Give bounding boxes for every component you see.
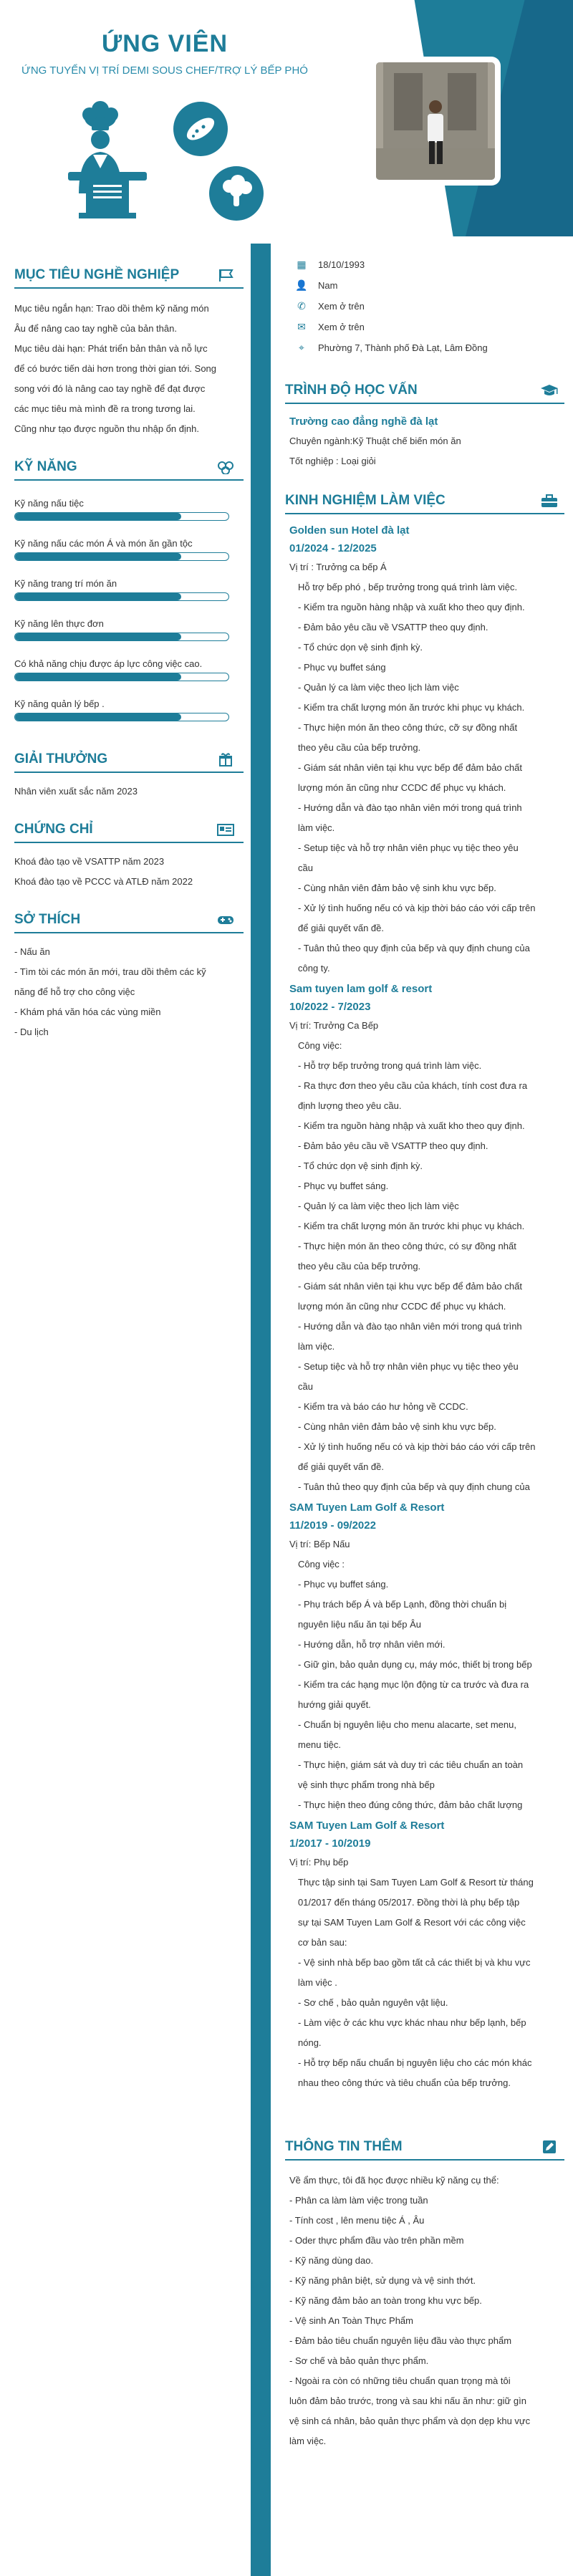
more-info-line: vệ sinh cá nhân, bảo quản thực phẩm và dọn dẹp khu vực	[289, 2416, 531, 2426]
job-duty-line: công ty.	[298, 963, 330, 974]
job-duty-line: - Kiểm tra nguồn hàng nhập và xuất kho theo quy định.	[298, 602, 525, 612]
more-info-list	[272, 2171, 573, 2451]
job-duty-line: cơ bản sau:	[298, 1937, 347, 1948]
awards-title: GIẢI THƯỞNG	[14, 751, 108, 766]
job-duty-line: - Giám sát nhân viên tại khu vực bếp để đảm bảo chất	[298, 762, 522, 773]
job-duty-line: - Xử lý tình huống nếu có và kịp thời báo cáo với cấp trên	[298, 903, 536, 913]
job-duty-line: Hỗ trợ bếp phó , bếp trưởng trong quá trình làm việc.	[298, 582, 518, 592]
job-duty-line: - Hướng dẫn và đào tạo nhân viên mới trong quá trình	[298, 802, 522, 813]
job-duty-line: - Ra thực đơn theo yêu cầu của khách, tính cost đưa ra	[298, 1080, 528, 1091]
awards-underline	[14, 772, 244, 773]
skills-title: KỸ NĂNG	[14, 459, 77, 474]
applied-position: ỨNG TUYỂN VỊ TRÍ DEMI SOUS CHEF/TRỢ LÝ BẾP PHÓ	[21, 64, 308, 77]
gender: Nam	[318, 280, 338, 291]
skill-label: Kỹ năng trang trí món ăn	[14, 578, 117, 589]
job-duty-line: làm việc .	[298, 1977, 337, 1988]
skill-bar	[14, 592, 229, 601]
skill-bar-fill	[15, 673, 181, 681]
job-duty-line: - Kiểm tra các hạng mục lộn động từ ca trước và đưa ra	[298, 1679, 529, 1690]
job-duty-line: - Thực hiện theo đúng công thức, đảm bảo chất lượng	[298, 1799, 523, 1810]
more-info-underline	[285, 2159, 564, 2161]
calendar-icon: ▦	[297, 259, 307, 270]
job-duty-line: - Tuân thủ theo quy định của bếp và quy định chung của	[298, 943, 530, 953]
awards-section-title	[0, 747, 251, 772]
job-duty-line: lượng món ăn cũng như CCDC để phục vụ khách.	[298, 782, 506, 793]
more-info-line: - Vệ sinh An Toàn Thực Phẩm	[289, 2315, 413, 2326]
right-column	[272, 247, 573, 2451]
email: Xem ở trên	[318, 322, 365, 332]
location-icon: ⌖	[299, 342, 304, 353]
skill-item	[0, 495, 251, 521]
hobby-line: - Khám phá văn hóa các vùng miền	[14, 1006, 161, 1017]
job-duty-line: nguyên liệu nấu ăn tại bếp Âu	[298, 1619, 422, 1630]
candidate-photo	[372, 59, 499, 183]
more-info-section-title	[272, 2135, 573, 2159]
job-duty-line: - Xử lý tình huống nếu có và kịp thời báo cáo với cấp trên	[298, 1441, 536, 1452]
gender-icon: 👤	[295, 279, 308, 291]
skill-bar	[14, 512, 229, 521]
skill-label: Có khả năng chịu được áp lực công việc cao.	[14, 658, 203, 669]
job-duty-line: - Đảm bảo yêu cầu về VSATTP theo quy định.	[298, 1140, 488, 1151]
objective-line: các mục tiêu mà mình đề ra trong tương lai.	[14, 403, 196, 414]
flag-icon	[216, 268, 235, 282]
experience-underline	[285, 513, 564, 514]
education-line: Chuyên ngành:Kỹ Thuật chế biến món ăn	[289, 436, 461, 446]
job-organization: SAM Tuyen Lam Golf & Resort	[289, 1501, 445, 1514]
hobby-line: - Du lịch	[14, 1027, 49, 1037]
candidate-name: ỨNG VIÊN	[101, 30, 228, 57]
job-duty-line: - Vệ sinh nhà bếp bao gồm tất cả các thiết bị và khu vực	[298, 1957, 531, 1968]
job-duty-line: Công việc :	[298, 1559, 345, 1570]
skill-item	[0, 535, 251, 561]
job-entry	[272, 522, 573, 979]
skill-bar	[14, 633, 229, 641]
job-period: 01/2024 - 12/2025	[289, 542, 377, 554]
job-role: Vị trí: Phụ bếp	[289, 1857, 349, 1868]
hobbies-underline	[14, 932, 244, 933]
job-duty-line: - Đảm bảo yêu cầu về VSATTP theo quy định.	[298, 622, 488, 633]
skill-item	[0, 615, 251, 641]
more-info-title: THÔNG TIN THÊM	[285, 2139, 403, 2154]
job-entry	[272, 1817, 573, 2093]
job-duty-line: - Kiểm tra và báo cáo hư hỏng về CCDC.	[298, 1401, 468, 1412]
more-info-line: làm việc.	[289, 2436, 327, 2446]
more-info-line: - Phân ca làm làm việc trong tuần	[289, 2195, 428, 2206]
job-duty-line: - Làm việc ở các khu vực khác nhau như bếp lạnh, bếp	[298, 2017, 526, 2028]
objective-title: MỤC TIÊU NGHỀ NGHIỆP	[14, 267, 180, 282]
skill-bar-fill	[15, 593, 181, 600]
job-duty-line: - Tuân thủ theo quy định của bếp và quy định chung của	[298, 1481, 530, 1492]
more-info-line: luôn đảm bảo trước, trong và sau khi nấu ăn như: giữ gìn	[289, 2395, 526, 2406]
job-period: 11/2019 - 09/2022	[289, 1519, 376, 1532]
skill-label: Kỹ năng quản lý bếp .	[14, 698, 105, 709]
education-line: Tốt nghiệp : Loại giỏi	[289, 456, 376, 466]
job-duty-line: - Kiểm tra nguồn hàng nhập và xuất kho theo quy định.	[298, 1120, 525, 1131]
job-duty-line: để giải quyết vấn đề.	[298, 923, 384, 933]
job-period: 10/2022 - 7/2023	[289, 1001, 371, 1013]
objective-line: Mục tiêu ngắn hạn: Trao dồi thêm kỹ năng món	[14, 303, 209, 314]
job-duty-line: - Cùng nhân viên đảm bảo vệ sinh khu vực bếp.	[298, 1421, 496, 1432]
contact-row	[272, 317, 573, 337]
job-duty-line: - Thực hiện, giám sát và duy trì các tiêu chuẩn an toàn	[298, 1759, 524, 1770]
job-duty-line: - Phục vụ buffet sáng.	[298, 1181, 389, 1191]
job-duty-line: sự tại SAM Tuyen Lam Golf & Resort với các công việc	[298, 1917, 526, 1928]
email-icon: ✉	[297, 321, 306, 332]
cv-header	[0, 0, 573, 236]
phone: Xem ở trên	[318, 301, 365, 312]
skill-bar	[14, 713, 229, 721]
column-divider	[251, 244, 271, 2576]
job-duty-line: hướng giải quyết.	[298, 1699, 371, 1710]
job-role: Vị trí: Trưởng Ca Bếp	[289, 1020, 379, 1031]
job-duty-line: - Quản lý ca làm việc theo lịch làm việc	[298, 1201, 459, 1211]
job-organization: SAM Tuyen Lam Golf & Resort	[289, 1820, 445, 1832]
job-duty-line: - Setup tiệc và hỗ trợ nhân viên phục vụ tiệc theo yêu	[298, 1361, 519, 1372]
certificates-underline	[14, 842, 244, 843]
job-duty-line: - Hỗ trợ bếp trưởng trong quá trình làm việc.	[298, 1060, 482, 1071]
skill-bar	[14, 552, 229, 561]
job-duty-line: để giải quyết vấn đề.	[298, 1461, 384, 1472]
certificate-line: Khoá đào tạo về PCCC và ATLĐ năm 2022	[14, 876, 193, 887]
job-duty-line: - Quản lý ca làm việc theo lịch làm việc	[298, 682, 459, 693]
gift-icon	[216, 752, 235, 766]
job-duty-line: vệ sinh thực phẩm trong nhà bếp	[298, 1779, 435, 1790]
objective-line: Âu để nâng cao tay nghề của bản thân.	[14, 323, 177, 334]
job-duty-line: làm việc.	[298, 822, 335, 833]
job-duty-line: lượng món ăn cũng như CCDC để phục vụ khách.	[298, 1301, 506, 1312]
skills-list	[0, 495, 251, 721]
job-duty-line: - Phục vụ buffet sáng	[298, 662, 386, 673]
contact-row	[272, 254, 573, 275]
job-duty-line: - Kiểm tra chất lượng món ăn trước khi phục vụ khách.	[298, 702, 525, 713]
skills-section-title	[0, 455, 251, 479]
job-duty-line: - Phụ trách bếp Á và bếp Lạnh, đồng thời chuẩn bị	[298, 1599, 507, 1610]
certificates-section-title	[0, 817, 251, 842]
award-line: Nhân viên xuất sắc năm 2023	[14, 786, 138, 797]
skill-bar-fill	[15, 713, 181, 721]
skill-label: Kỹ năng nấu các món Á và món ăn gần tộc	[14, 538, 193, 549]
skills-underline	[14, 479, 244, 481]
job-duty-line: - Phục vụ buffet sáng.	[298, 1579, 389, 1590]
education-title: TRÌNH ĐỘ HỌC VẤN	[285, 383, 418, 398]
skill-item	[0, 575, 251, 601]
graduation-cap-icon	[540, 383, 559, 398]
objective-line: song với đó là nâng cao tay nghề để đạt được	[14, 383, 206, 394]
skill-bar-fill	[15, 553, 181, 560]
job-duty-line: - Hướng dẫn và đào tạo nhân viên mới trong quá trình	[298, 1321, 522, 1332]
job-period: 1/2017 - 10/2019	[289, 1837, 371, 1850]
job-duty-line: cầu	[298, 1381, 313, 1392]
job-duty-line: - Chuẩn bị nguyên liệu cho menu alacarte, set menu,	[298, 1719, 516, 1730]
experience-title: KINH NGHIỆM LÀM VIỆC	[285, 493, 446, 508]
certificate-icon	[216, 822, 235, 837]
more-info-line: - Tính cost , lên menu tiệc Á , Âu	[289, 2215, 425, 2226]
job-duty-line: - Tổ chức dọn vệ sinh định kỳ.	[298, 1160, 423, 1171]
certificate-line: Khoá đào tạo về VSATTP năm 2023	[14, 856, 165, 867]
experience-section-title	[272, 489, 573, 513]
job-duty-line: 01/2017 đến tháng 05/2017. Đồng thời là phụ bếp tập	[298, 1897, 520, 1908]
chef-illustration	[57, 86, 329, 229]
edit-icon	[540, 2140, 559, 2154]
job-entry	[272, 1499, 573, 1815]
contact-row	[272, 337, 573, 358]
job-duty-line: nhau theo công thức và tiêu chuẩn của bếp trưởng.	[298, 2077, 511, 2088]
phone-icon: ✆	[297, 300, 306, 312]
job-duty-line: Công việc:	[298, 1040, 342, 1051]
job-duty-line: menu tiệc.	[298, 1739, 341, 1750]
skill-bar-fill	[15, 513, 181, 520]
skill-bar	[14, 673, 229, 681]
school-name: Trường cao đẳng nghề đà lạt	[289, 415, 438, 428]
skill-label: Kỹ năng lên thực đơn	[14, 618, 104, 629]
education-section-title	[272, 378, 573, 403]
more-info-line: - Oder thực phẩm đầu vào trên phần mềm	[289, 2235, 464, 2246]
job-duty-line: - Hướng dẫn, hỗ trợ nhân viên mới.	[298, 1639, 446, 1650]
skill-bar-fill	[15, 633, 181, 640]
address: Phường 7, Thành phố Đà Lạt, Lâm Đồng	[318, 342, 488, 353]
job-duty-line: - Setup tiệc và hỗ trợ nhân viên phục vụ tiệc theo yêu	[298, 842, 519, 853]
hobby-line: - Tìm tòi các món ăn mới, trau dồi thêm các kỹ	[14, 966, 206, 977]
objective-line: Cũng như tạo được nguồn thu nhập ổn định.	[14, 423, 199, 434]
job-duty-line: theo yêu cầu của bếp trưởng.	[298, 1261, 421, 1272]
more-info-line: - Kỹ năng dùng dao.	[289, 2255, 374, 2266]
job-duty-line: - Giám sát nhân viên tại khu vực bếp để đảm bảo chất	[298, 1281, 522, 1292]
experience-list	[272, 522, 573, 2093]
objective-line: để có bước tiến dài hơn trong thời gian tới. Song	[14, 363, 217, 374]
job-duty-line: theo yêu cầu của bếp trưởng.	[298, 742, 421, 753]
contact-row	[272, 296, 573, 317]
job-duty-line: - Cùng nhân viên đảm bảo vệ sinh khu vực bếp.	[298, 883, 496, 893]
job-duty-line: định lượng theo yêu cầu.	[298, 1100, 402, 1111]
job-duty-line: làm việc.	[298, 1341, 335, 1352]
job-duty-line: - Sơ chế , bảo quản nguyên vật liệu.	[298, 1997, 448, 2008]
job-duty-line: - Tổ chức dọn vệ sinh định kỳ.	[298, 642, 423, 653]
education-underline	[285, 403, 564, 404]
job-duty-line: - Thực hiện món ăn theo công thức, cỡ sự đồng nhất	[298, 722, 518, 733]
job-duty-line: nóng.	[298, 2037, 322, 2048]
skill-item	[0, 655, 251, 681]
job-organization: Sam tuyen lam golf & resort	[289, 983, 433, 995]
more-info-line: - Kỹ năng đảm bảo an toàn trong khu vực bếp.	[289, 2295, 482, 2306]
skills-icon	[216, 460, 235, 474]
gamepad-icon	[216, 913, 235, 927]
left-column	[0, 247, 251, 2576]
objective-line: Mục tiêu dài hạn: Phát triển bản thân và nỗ lực	[14, 343, 208, 354]
more-info-line: - Kỹ năng phân biệt, sử dụng và vệ sinh thớt.	[289, 2275, 476, 2286]
more-info-line: Về ẩm thực, tôi đã học được nhiều kỹ năng cụ thể:	[289, 2175, 499, 2186]
job-duty-line: cầu	[298, 862, 313, 873]
job-role: Vị trí : Trưởng ca bếp Á	[289, 562, 387, 572]
skill-label: Kỹ năng nấu tiệc	[14, 498, 84, 509]
job-duty-line: - Kiểm tra chất lượng món ăn trước khi phục vụ khách.	[298, 1221, 525, 1231]
birth-date: 18/10/1993	[318, 259, 365, 270]
job-duty-line: - Thực hiện món ăn theo công thức, có sự đồng nhất	[298, 1241, 516, 1251]
job-duty-line: - Giữ gìn, bảo quản dụng cụ, máy móc, thiết bị trong bếp	[298, 1659, 532, 1670]
hobby-line: năng để hỗ trợ cho công việc	[14, 986, 135, 997]
briefcase-icon	[540, 494, 559, 508]
job-role: Vị trí: Bếp Nấu	[289, 1539, 350, 1549]
contact-row	[272, 275, 573, 296]
objective-underline	[14, 287, 244, 289]
job-duty-line: - Hỗ trợ bếp nấu chuẩn bị nguyên liệu cho các món khác	[298, 2057, 532, 2068]
more-info-line: - Sơ chế và bảo quản thực phẩm.	[289, 2355, 429, 2366]
more-info-line: - Ngoài ra còn có những tiêu chuẩn quan trọng mà tôi	[289, 2375, 511, 2386]
skill-item	[0, 696, 251, 721]
objective-section-title	[0, 263, 251, 287]
job-organization: Golden sun Hotel đà lạt	[289, 524, 410, 537]
hobbies-title: SỞ THÍCH	[14, 912, 81, 927]
hobbies-section-title	[0, 908, 251, 932]
more-info-line: - Đảm bảo tiêu chuẩn nguyên liệu đầu vào thực phẩm	[289, 2335, 512, 2346]
contact-info	[272, 254, 573, 358]
certificates-title: CHỨNG CHỈ	[14, 822, 93, 837]
hobby-line: - Nấu ăn	[14, 946, 50, 957]
job-entry	[272, 980, 573, 1497]
job-duty-line: Thực tập sinh tại Sam Tuyen Lam Golf & Resort từ tháng	[298, 1877, 534, 1888]
